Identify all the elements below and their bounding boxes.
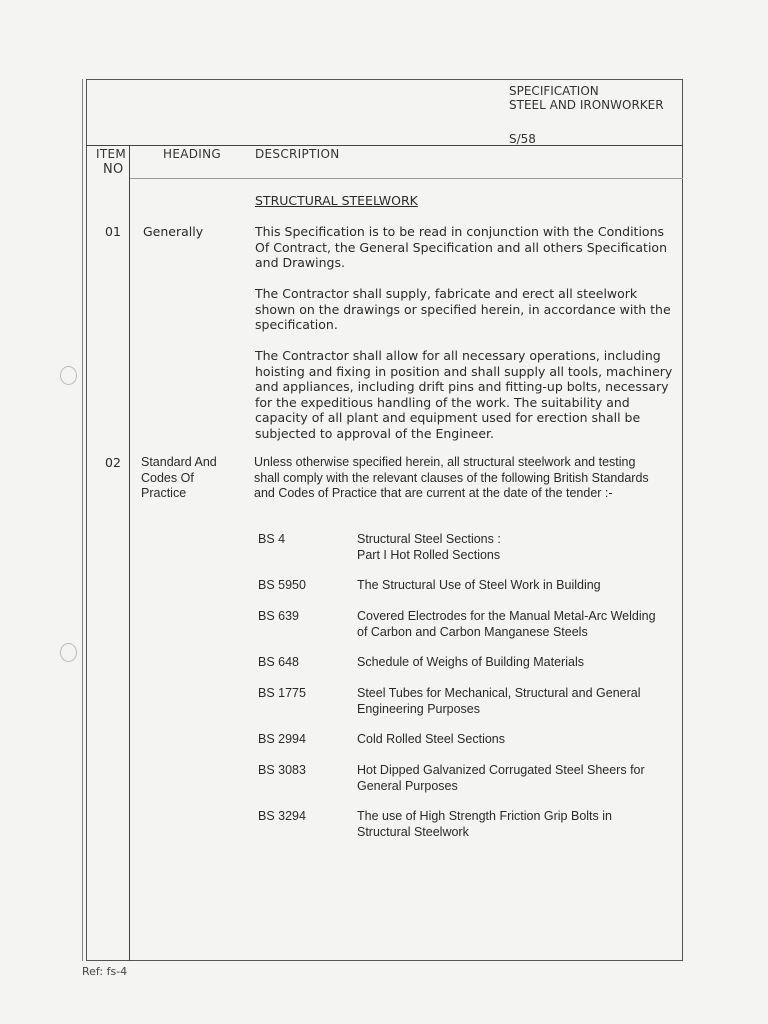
standard-description xyxy=(357,532,677,563)
standard-code: BS 4 xyxy=(258,532,286,546)
col-description-label: DESCRIPTION xyxy=(255,147,340,161)
column-header-divider xyxy=(130,178,683,179)
text-line: of Carbon and Carbon Manganese Steels xyxy=(357,624,588,639)
footer-ref: Ref: fs-4 xyxy=(82,965,128,978)
text-line: and Drawings. xyxy=(255,255,345,270)
text-line: Of Contract, the General Specification and all others Specification xyxy=(255,239,667,255)
spec-header-line1: SPECIFICATION xyxy=(509,84,599,98)
header-divider xyxy=(86,145,683,146)
text-line: This Specification is to be read in conjunction with the Conditions xyxy=(255,224,665,239)
standard-description xyxy=(357,655,677,671)
punch-hole-icon xyxy=(60,366,77,385)
standard-code: BS 1775 xyxy=(258,686,306,700)
text-line: specification. xyxy=(255,317,338,332)
text-line: The Contractor shall supply, fabricate and erect all steelwork xyxy=(255,286,638,301)
standard-code: BS 2994 xyxy=(258,732,306,746)
standard-description xyxy=(357,578,677,594)
col-no-label: NO xyxy=(103,162,124,177)
standard-code: BS 639 xyxy=(258,609,300,623)
standard-code: BS 648 xyxy=(258,655,300,669)
text-line: and appliances, including drift pins and fitting-up bolts, necessary xyxy=(255,379,669,394)
text-line: capacity of all plant and equipment used for erection shall be xyxy=(255,410,641,425)
text-line: Practice xyxy=(141,486,187,500)
item-01-paragraph-2 xyxy=(255,286,671,333)
item-02-number: 02 xyxy=(105,455,121,470)
outer-margin-line xyxy=(82,79,83,961)
text-line: The use of High Strength Friction Grip Bolts in xyxy=(357,809,612,823)
standard-code: BS 5950 xyxy=(258,578,306,592)
text-line: General Purposes xyxy=(357,778,458,793)
standard-description xyxy=(357,809,677,840)
standard-code: BS 3083 xyxy=(258,763,306,777)
standard-description xyxy=(357,609,677,640)
text-line: shall comply with the relevant clauses of the following British Standards xyxy=(254,470,649,485)
spec-code: S/58 xyxy=(509,132,536,146)
text-line: Cold Rolled Steel Sections xyxy=(357,732,505,746)
text-line: Standard And xyxy=(141,455,217,469)
text-line: Structural Steel Sections : xyxy=(357,532,501,546)
text-line: hoisting and fixing in position and shall supply all tools, machinery xyxy=(255,363,673,379)
text-line: The Contractor shall allow for all necessary operations, including xyxy=(255,348,661,363)
col-heading-label: HEADING xyxy=(163,147,221,161)
punch-hole-icon xyxy=(60,643,77,662)
text-line: Unless otherwise specified herein, all structural steelwork and testing xyxy=(254,455,636,469)
standard-code: BS 3294 xyxy=(258,809,306,823)
text-line: Covered Electrodes for the Manual Metal-Arc Welding xyxy=(357,609,656,623)
standard-description xyxy=(357,763,677,794)
item-02-heading xyxy=(141,455,217,502)
item-01-paragraph-1 xyxy=(255,224,667,271)
text-line: The Structural Use of Steel Work in Building xyxy=(357,578,601,592)
text-line: Steel Tubes for Mechanical, Structural and General xyxy=(357,686,641,700)
section-title: STRUCTURAL STEELWORK xyxy=(255,193,418,208)
text-line: Engineering Purposes xyxy=(357,701,480,716)
standard-description xyxy=(357,686,677,717)
text-line: Part I Hot Rolled Sections xyxy=(357,547,501,562)
text-line: and Codes of Practice that are current at the date of the tender :- xyxy=(254,486,613,500)
item-01-number: 01 xyxy=(105,224,121,239)
spec-header-line2: STEEL AND IRONWORKER xyxy=(509,98,664,112)
text-line: for the expeditious handling of the work. The suitability and xyxy=(255,394,630,410)
text-line: Hot Dipped Galvanized Corrugated Steel Sheers for xyxy=(357,763,645,777)
standard-description xyxy=(357,732,677,748)
text-line: shown on the drawings or specified herein, in accordance with the xyxy=(255,301,671,317)
col-item-label: ITEM xyxy=(96,147,127,161)
text-line: subjected to approval of the Engineer. xyxy=(255,425,494,441)
item-01-paragraph-3 xyxy=(255,348,672,441)
item-column-divider xyxy=(129,145,130,961)
text-line: Structural Steelwork xyxy=(357,824,469,839)
item-01-heading: Generally xyxy=(143,224,204,239)
item-02-paragraph-1 xyxy=(254,455,649,502)
text-line: Codes Of xyxy=(141,470,194,485)
text-line: Schedule of Weighs of Building Materials xyxy=(357,655,584,669)
spec-header xyxy=(509,84,664,112)
